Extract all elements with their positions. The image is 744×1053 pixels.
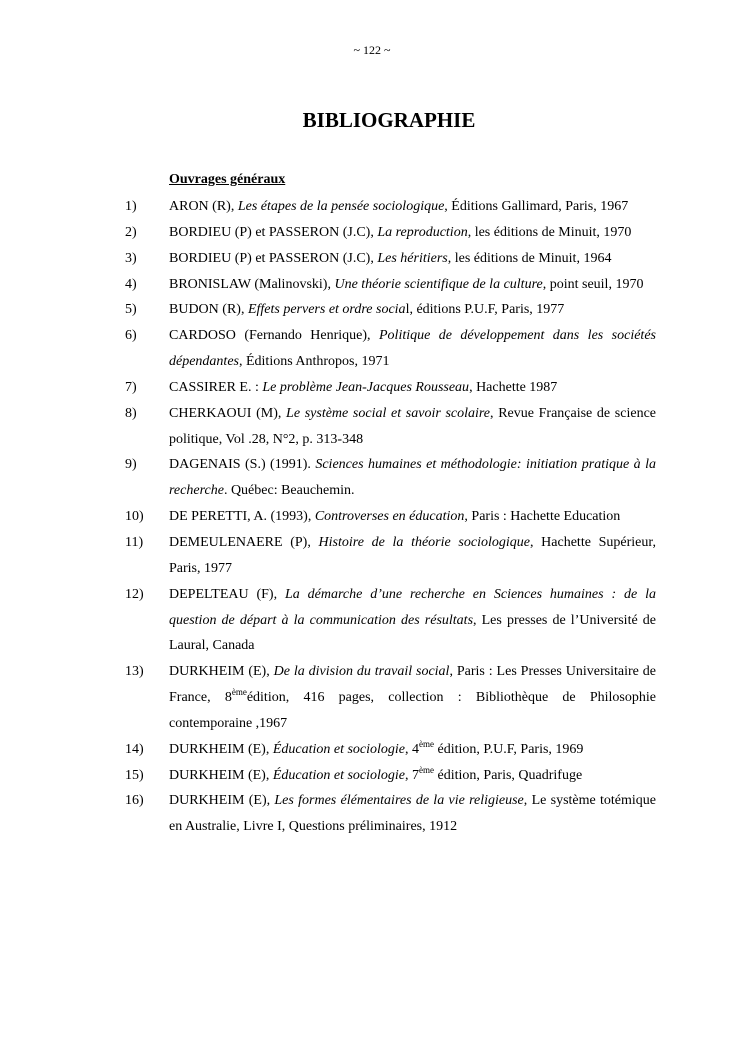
bibliography-entry [125,788,656,840]
citation-title: Le système social et savoir scolaire [286,405,491,421]
bibliography-entry [125,737,656,763]
citation-text: BUDON (R), [169,302,248,318]
citation-text: BORDIEU (P) et PASSERON (J.C), [169,224,378,240]
entry-citation [169,220,656,246]
bibliography-entry [125,659,656,737]
entry-number: 13) [125,664,144,680]
citation-title: La démarche d’une recherche en Sciences humaines : de la question de départ à la communication des résultats [169,586,656,628]
citation-text: , Paris : Hachette Education [464,509,621,525]
bibliography-entry [125,272,656,298]
bibliography-entry [125,220,656,246]
citation-text: , les éditions de Minuit, 1970 [467,224,632,240]
citation-text: DEPELTEAU (F), [169,586,285,602]
entry-number: 14) [125,741,144,757]
entry-number: 9) [125,457,137,473]
citation-title: De la division du travail social [273,664,450,680]
entry-citation [169,659,656,737]
citation-text: , Hachette Supérieur, Paris, 1977 [169,534,656,576]
citation-title: Les formes élémentaires de la vie religieuse [274,793,524,809]
citation-title: Politique de développement dans les sociétés dépendantes [169,328,656,370]
citation-text: , Revue Française de science politique, Vol .28, N°2, p. 313-348 [169,405,656,447]
citation-title: Histoire de la théorie sociologique [318,534,530,550]
citation-text: l, éditions P.U.F, Paris, 1977 [405,302,565,318]
superscript-text: ème [419,738,435,749]
entry-number: 1) [125,199,137,214]
entry-citation [169,763,656,789]
entry-number: 15) [125,767,144,783]
citation-text: DURKHEIM (E), [169,793,275,809]
entry-number: 2) [125,224,137,240]
citation-text: édition, P.U.F, Paris, 1969 [434,741,584,757]
entry-number: 4) [125,276,137,292]
entry-number: 12) [125,586,144,602]
entry-number: 3) [125,250,137,266]
citation-text: , 7 [405,767,420,783]
citation-text: , Paris : Les Presses Universitaire de France, 8 [169,664,656,706]
citation-text: DURKHEIM (E), [169,767,273,783]
citation-title: Effets pervers et ordre socia [247,302,406,318]
citation-title: Les héritiers [377,250,448,266]
entry-citation [169,504,656,530]
citation-text: ARON (R), [169,199,238,214]
citation-title: Le problème Jean-Jacques Rousseau [262,379,470,395]
entry-citation [169,452,656,504]
entry-citation [169,737,656,763]
citation-text: , Éditions Anthropos, 1971 [238,354,390,370]
entry-citation [169,323,656,375]
entry-number: 6) [125,328,137,344]
citation-text: . Québec: Beauchemin. [223,483,355,499]
entry-citation [169,272,656,298]
bibliography-entry [125,194,656,220]
bibliography-entry [125,323,656,375]
citation-text: DE PERETTI, A. (1993), [169,509,315,525]
citation-text: , 4 [405,741,420,757]
citation-title: Les étapes de la pensée sociologique [237,199,445,214]
bibliography-entry [125,246,656,272]
citation-text: , les éditions de Minuit, 1964 [447,250,612,266]
page-title: BIBLIOGRAPHIE [302,108,476,132]
citation-text: DURKHEIM (E), [169,664,274,680]
citation-text: CARDOSO (Fernando Henrique), [169,328,379,344]
citation-text: DEMEULENAERE (P), [169,534,319,550]
citation-title: Controverses en éducation [314,509,465,525]
citation-title: La reproduction [377,224,468,240]
bibliography-entry [125,401,656,453]
entry-number: 11) [125,534,144,550]
entry-number: 8) [125,405,137,421]
section-heading: Ouvrages généraux [169,172,286,187]
entry-citation [169,530,656,582]
citation-text: , Le système totémique en Australie, Livre I, Questions préliminaires, 1912 [169,793,656,835]
entry-citation [169,297,656,323]
citation-title: Éducation et sociologie [272,741,406,757]
bibliography-entry [125,530,656,582]
entry-citation [169,375,656,401]
bibliography-list [125,194,656,840]
citation-text: BORDIEU (P) et PASSERON (J.C), [169,250,378,266]
bibliography-entry [125,504,656,530]
entry-number: 7) [125,379,137,395]
citation-text: DURKHEIM (E), [169,741,273,757]
citation-text: , Les presses de l’Université de Laural, Canada [169,612,656,654]
citation-text: CHERKAOUI (M), [169,405,287,421]
entry-citation [169,788,656,840]
entry-number: 5) [125,302,137,318]
entry-number: 10) [125,509,144,525]
citation-text: , Hachette 1987 [469,379,558,395]
citation-text: CASSIRER E. : [169,379,263,395]
entry-citation [169,246,656,272]
bibliography-entry [125,582,656,660]
bibliography-entry [125,763,656,789]
citation-text: édition, 416 pages, collection : Bibliothèque de Philosophie contemporaine ,1967 [169,690,656,731]
bibliography-entry [125,375,656,401]
superscript-text: ème [419,764,435,775]
citation-text: , point seuil, 1970 [542,276,644,292]
citation-title: Éducation et sociologie [272,767,406,783]
bibliography-entry [125,297,656,323]
citation-title: Une théorie scientifique de la culture [334,276,543,292]
citation-title: Sciences humaines et méthodologie: initiation pratique à la recherche [169,457,656,499]
bibliography-entry [125,452,656,504]
entry-number: 16) [125,793,144,809]
entry-citation [169,401,656,453]
superscript-text: ème [231,687,247,698]
citation-text: , Éditions Gallimard, Paris, 1967 [444,199,629,214]
citation-text: édition, Paris, Quadrifuge [434,767,583,783]
entry-citation [169,194,656,220]
entry-citation [169,582,656,660]
page-number: ~ 122 ~ [353,43,391,57]
citation-text: DAGENAIS (S.) (1991). [169,457,316,473]
citation-text: BRONISLAW (Malinovski), [169,276,335,292]
